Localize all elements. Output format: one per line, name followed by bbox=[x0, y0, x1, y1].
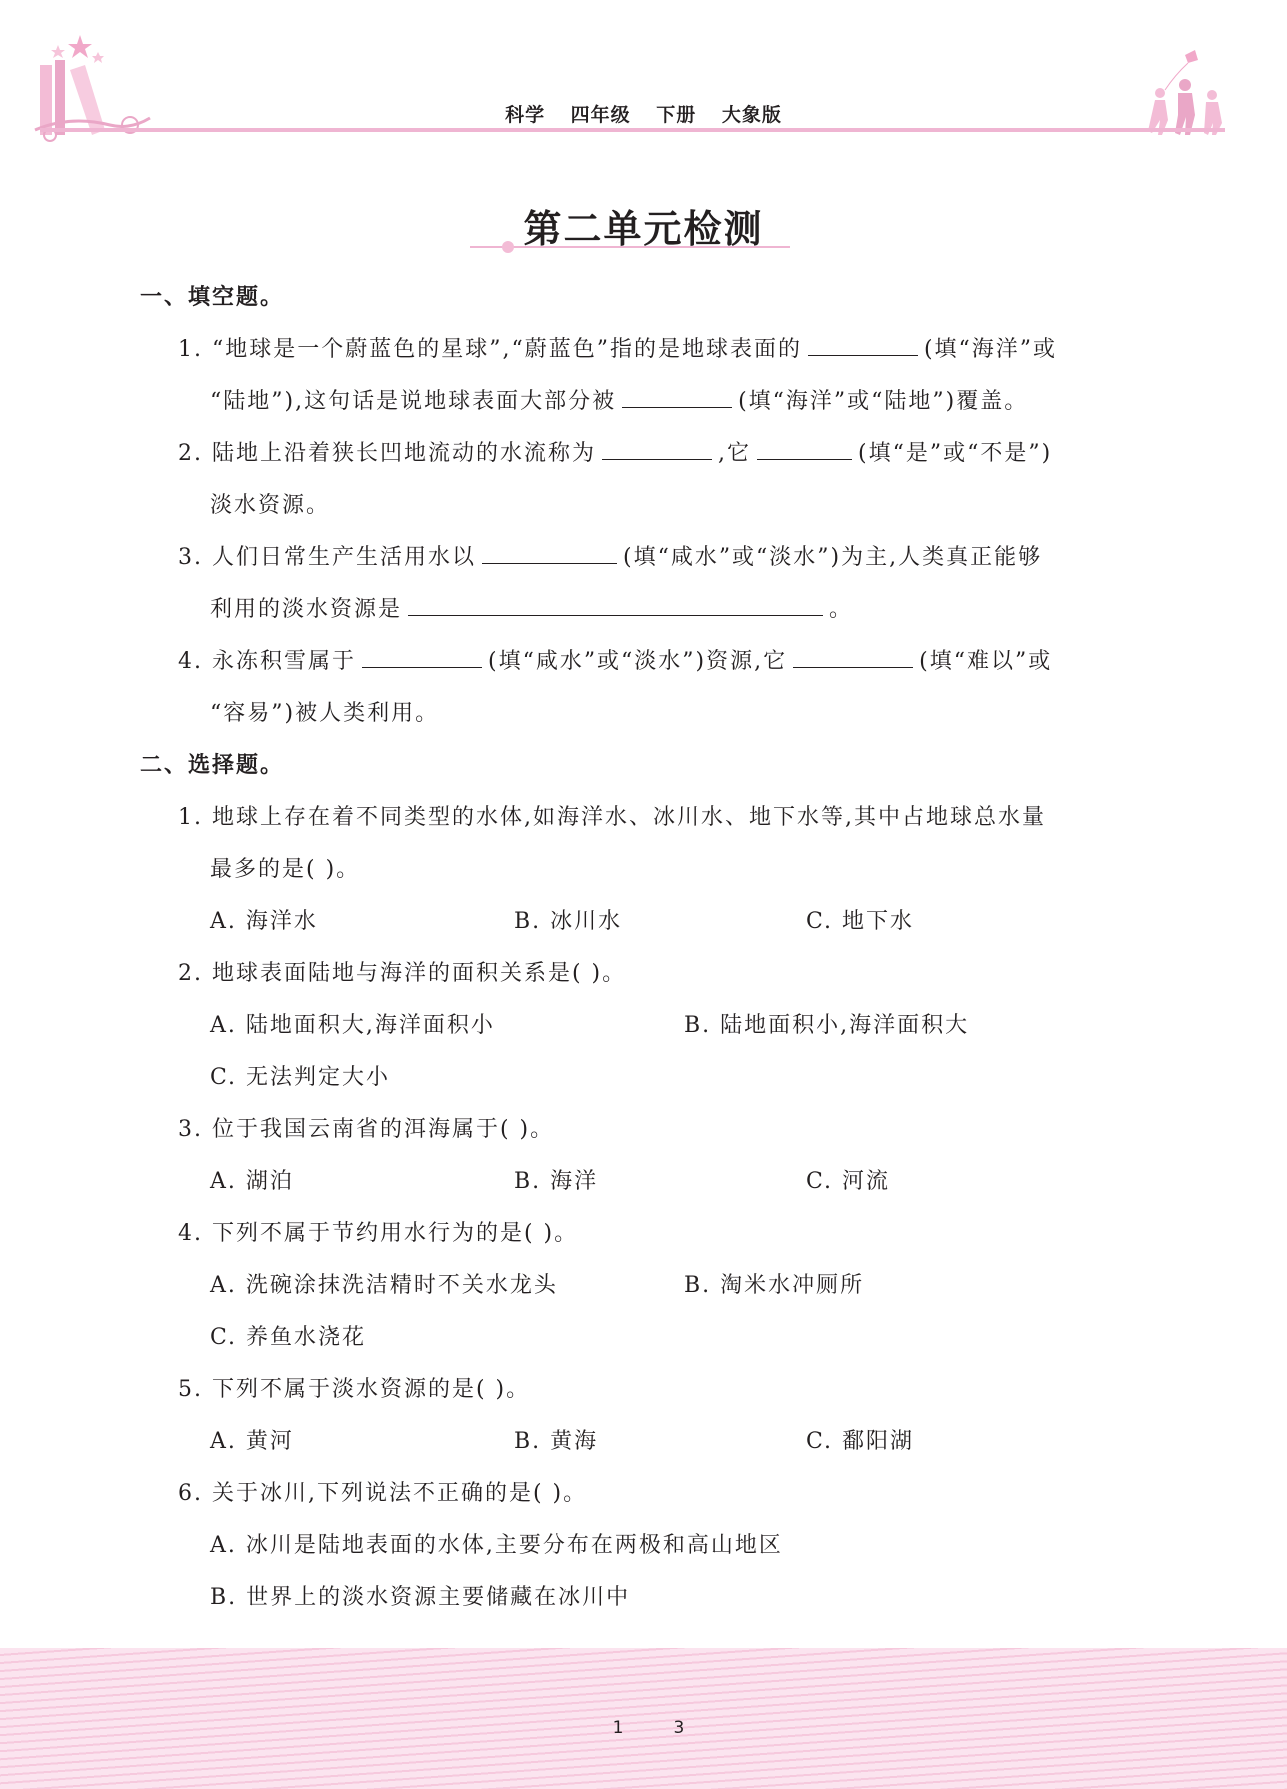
answer-blank[interactable] bbox=[482, 541, 617, 564]
option-row bbox=[140, 1572, 1140, 1624]
option-b[interactable]: B. 世界上的淡水资源主要储藏在冰川中 bbox=[210, 1585, 631, 1610]
section-title-fill-in: 一、填空题。 bbox=[140, 285, 285, 310]
question-line: 4. 永冻积雪属于 (填“咸水”或“淡水”)资源,它 (填“难以”或 bbox=[140, 636, 1140, 688]
question-line: 最多的是( )。 bbox=[210, 857, 361, 882]
question-line: 1. 地球上存在着不同类型的水体,如海洋水、冰川水、地下水等,其中占地球总水量 bbox=[178, 805, 1046, 830]
option-c[interactable]: C. 养鱼水浇花 bbox=[210, 1325, 367, 1350]
option-a[interactable]: A. 黄河 bbox=[210, 1429, 294, 1454]
question-line: 淡水资源。 bbox=[210, 493, 331, 518]
question-line: 2. 地球表面陆地与海洋的面积关系是( )。 bbox=[178, 961, 627, 986]
answer-blank[interactable] bbox=[602, 437, 712, 460]
question-line: 1. “地球是一个蔚蓝色的星球”,“蔚蓝色”指的是地球表面的 (填“海洋”或 bbox=[140, 324, 1140, 376]
page-title: 第二单元检测 bbox=[523, 207, 764, 251]
option-b[interactable]: B. 海洋 bbox=[514, 1169, 599, 1194]
answer-blank[interactable] bbox=[757, 437, 852, 460]
option-c[interactable]: C. 河流 bbox=[806, 1169, 891, 1194]
question-line: 3. 人们日常生产生活用水以 (填“咸水”或“淡水”)为主,人类真正能够 bbox=[140, 532, 1140, 584]
question-line: 3. 位于我国云南省的洱海属于( )。 bbox=[178, 1117, 555, 1142]
answer-blank[interactable] bbox=[622, 385, 732, 408]
section-title-multiple-choice: 二、选择题。 bbox=[140, 753, 285, 778]
answer-blank[interactable] bbox=[408, 593, 823, 616]
option-row bbox=[140, 1156, 1140, 1208]
question-line: 6. 关于冰川,下列说法不正确的是( )。 bbox=[178, 1481, 588, 1506]
option-a[interactable]: A. 湖泊 bbox=[210, 1169, 294, 1194]
question-line: “陆地”),这句话是说地球表面大部分被 (填“海洋”或“陆地”)覆盖。 bbox=[140, 376, 1140, 428]
title-underline bbox=[470, 240, 790, 254]
option-b[interactable]: B. 陆地面积小,海洋面积大 bbox=[684, 1013, 970, 1038]
header-divider bbox=[40, 128, 1225, 132]
option-row bbox=[140, 1312, 1140, 1364]
question-line: “容易”)被人类利用。 bbox=[210, 701, 440, 726]
option-b[interactable]: B. 淘米水冲厕所 bbox=[684, 1273, 865, 1298]
option-c[interactable]: C. 无法判定大小 bbox=[210, 1065, 391, 1090]
answer-blank[interactable] bbox=[808, 333, 918, 356]
book-flower-decoration bbox=[30, 30, 170, 160]
option-row bbox=[140, 1416, 1140, 1468]
question-line: 利用的淡水资源是 。 bbox=[140, 584, 1140, 636]
question-line: 4. 下列不属于节约用水行为的是( )。 bbox=[178, 1221, 579, 1246]
option-b[interactable]: B. 黄海 bbox=[514, 1429, 599, 1454]
option-c[interactable]: C. 鄱阳湖 bbox=[806, 1429, 915, 1454]
question-line: 2. 陆地上沿着狭长凹地流动的水流称为 ,它 (填“是”或“不是”) bbox=[140, 428, 1140, 480]
option-row bbox=[140, 1520, 1140, 1572]
worksheet-content bbox=[140, 272, 1140, 1624]
option-row bbox=[140, 1052, 1140, 1104]
page-number: 13 bbox=[612, 1718, 735, 1738]
option-a[interactable]: A. 陆地面积大,海洋面积小 bbox=[210, 1013, 495, 1038]
option-a[interactable]: A. 冰川是陆地表面的水体,主要分布在两极和高山地区 bbox=[210, 1533, 783, 1558]
option-a[interactable]: A. 洗碗涂抹洗洁精时不关水龙头 bbox=[210, 1273, 558, 1298]
answer-blank[interactable] bbox=[362, 645, 482, 668]
option-row bbox=[140, 1260, 1140, 1312]
header-title: 科学 四年级 下册 大象版 bbox=[505, 104, 782, 126]
option-a[interactable]: A. 海洋水 bbox=[210, 909, 318, 934]
question-line: 5. 下列不属于淡水资源的是( )。 bbox=[178, 1377, 531, 1402]
option-row bbox=[140, 896, 1140, 948]
option-c[interactable]: C. 地下水 bbox=[806, 909, 915, 934]
answer-blank[interactable] bbox=[793, 645, 913, 668]
option-row bbox=[140, 1000, 1140, 1052]
option-b[interactable]: B. 冰川水 bbox=[514, 909, 623, 934]
